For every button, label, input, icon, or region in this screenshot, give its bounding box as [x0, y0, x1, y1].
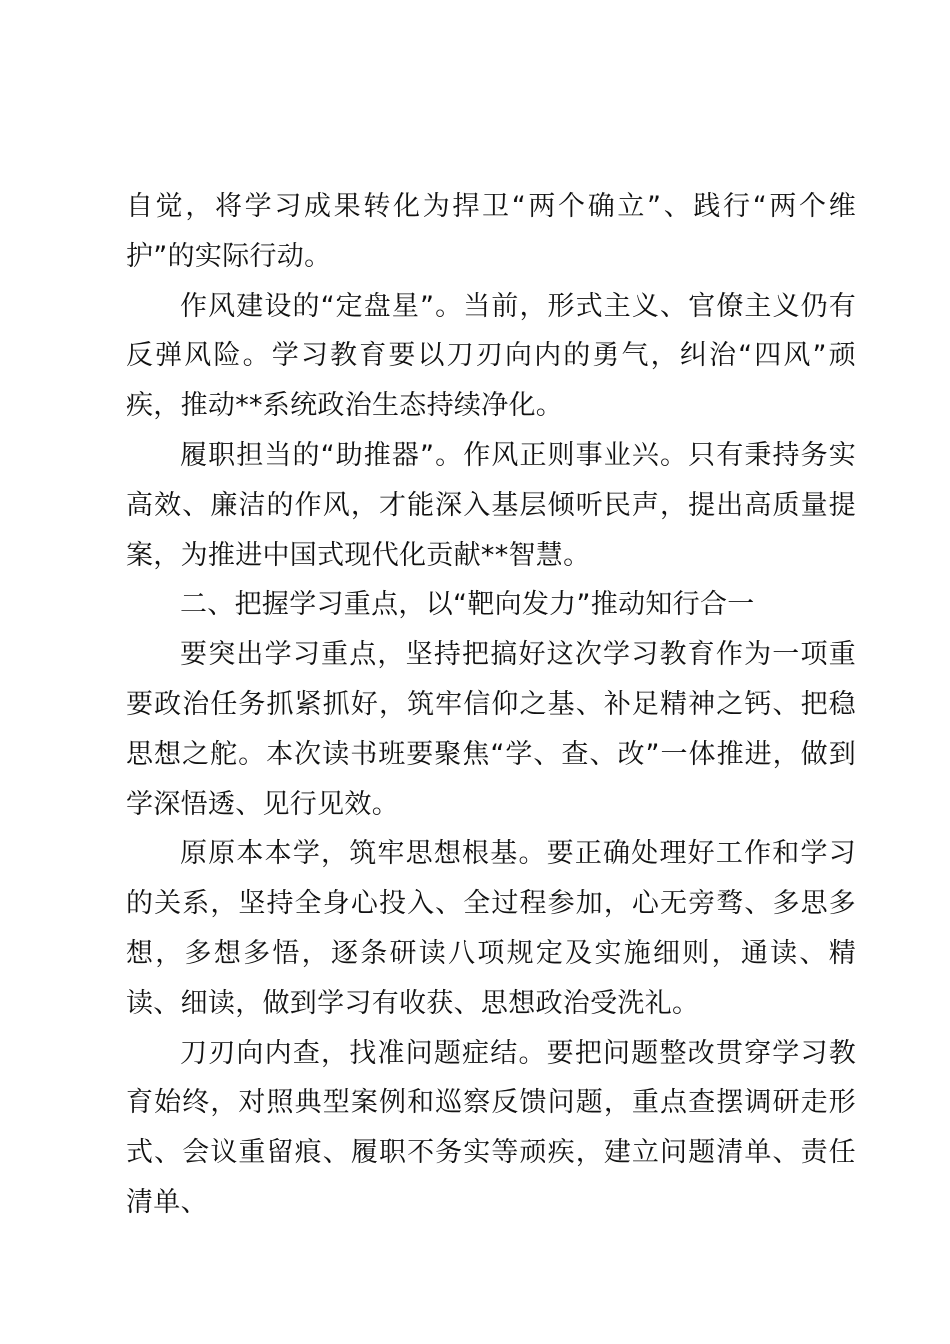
paragraph-duty-booster: 履职担当的“助推器”。作风正则事业兴。只有秉持务实高效、廉洁的作风，才能深入基层倾听民声，提出高质量提案，为推进中国式现代化贡献**智慧。 — [126, 439, 856, 571]
paragraph-continuation: 自觉，将学习成果转化为捍卫“两个确立”、践行“两个维护”的实际行动。 — [126, 191, 856, 272]
paragraph-self-inspection: 刀刃向内查，找准问题症结。要把问题整改贯穿学习教育始终，对照典型案例和巡察反馈问题，重点查摆调研走形式、会议重留痕、履职不务实等顽疾，建立问题清单、责任清单、 — [126, 1037, 856, 1218]
paragraph-study-focus: 要突出学习重点，坚持把搞好这次学习教育作为一项重要政治任务抓紧抓好，筑牢信仰之基、补足精神之钙、把稳思想之舵。本次读书班要聚焦“学、查、改”一体推进，做到学深悟透、见行见效。 — [126, 639, 856, 820]
paragraph-style-anchor: 作风建设的“定盘星”。当前，形式主义、官僚主义仍有反弹风险。学习教育要以刀刃向内的勇气，纠治“四风”顽疾，推动**系统政治生态持续净化。 — [126, 290, 856, 422]
paragraph-original-study: 原原本本学，筑牢思想根基。要正确处理好工作和学习的关系，坚持全身心投入、全过程参加，心无旁骛、多思多想，多想多悟，逐条研读八项规定及实施细则，通读、精读、细读，做到学习有收获、思想政治受洗礼。 — [126, 838, 856, 1019]
section-heading-two: 二、把握学习重点，以“靶向发力”推动知行合一 — [180, 589, 755, 621]
document-body — [126, 182, 856, 1228]
